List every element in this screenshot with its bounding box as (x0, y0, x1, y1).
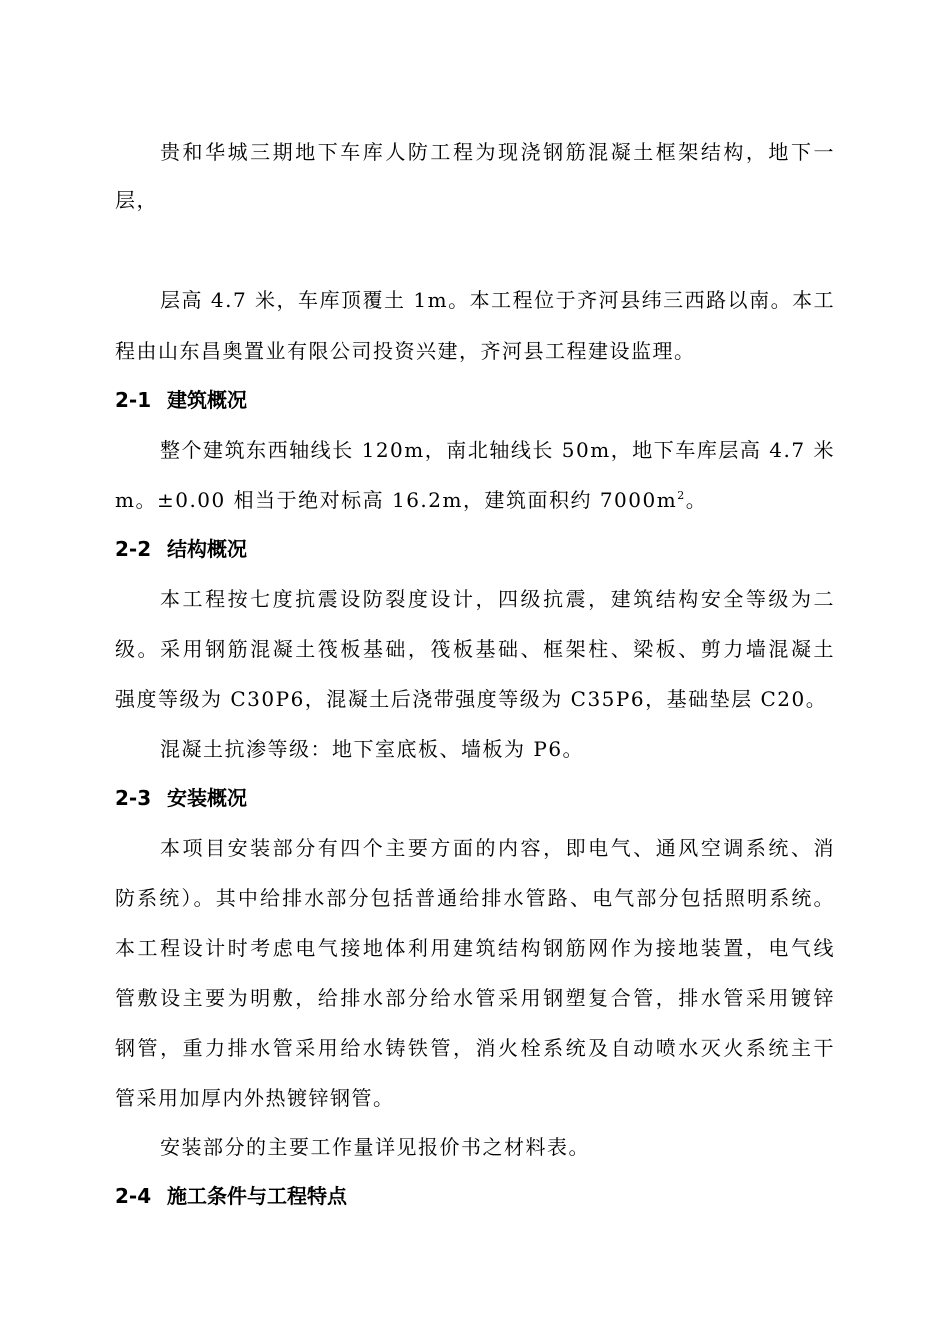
s3-line2: 防系统）。其中给排水部分包括普通给排水管路、电气部分包括照明系统。 (115, 886, 835, 910)
section-heading-2-3 (115, 784, 247, 812)
s1-line2-text: m。±0.00 相当于绝对标高 16.2m，建筑面积约 7000m (115, 488, 678, 512)
s2-line2: 级。采用钢筋混凝土筏板基础，筏板基础、框架柱、梁板、剪力墙混凝土 (115, 637, 835, 661)
s1-line2 (115, 486, 707, 514)
s3-line6: 管采用加厚内外热镀锌钢管。 (115, 1086, 395, 1110)
s3-line3: 本工程设计时考虑电气接地体利用建筑结构钢筋网作为接地装置，电气线 (115, 936, 835, 960)
s1-line2-end: 。 (685, 488, 708, 512)
s2-line3: 强度等级为 C30P6，混凝土后浇带强度等级为 C35P6，基础垫层 C20。 (115, 687, 828, 711)
section-number: 2-2 (115, 537, 152, 561)
intro-para2-line2: 程由山东昌奥置业有限公司投资兴建，齐河县工程建设监理。 (115, 339, 696, 363)
s3-line4: 管敷设主要为明敷，给排水部分给水管采用钢塑复合管，排水管采用镀锌 (115, 986, 835, 1010)
intro-para2-line1: 层高 4.7 米，车库顶覆土 1m。本工程位于齐河县纬三西路以南。本工 (160, 288, 836, 312)
s3-line5: 钢管，重力排水管采用给水铸铁管，消火栓系统及自动喷水灭火系统主干 (115, 1036, 835, 1060)
section-title: 安装概况 (167, 786, 247, 810)
s1-line1: 整个建筑东西轴线长 120m，南北轴线长 50m，地下车库层高 4.7 米 (160, 438, 835, 462)
s2-line4: 混凝土抗渗等级：地下室底板、墙板为 P6。 (160, 737, 585, 761)
s2-line1: 本工程按七度抗震设防裂度设计，四级抗震，建筑结构安全等级为二 (160, 587, 835, 611)
superscript: 2 (677, 489, 686, 502)
s3-line1: 本项目安装部分有四个主要方面的内容，即电气、通风空调系统、消 (160, 836, 835, 860)
section-title: 结构概况 (167, 537, 247, 561)
section-heading-2-4 (115, 1182, 347, 1210)
section-heading-2-1 (115, 386, 247, 414)
section-title: 建筑概况 (167, 388, 247, 412)
section-number: 2-3 (115, 786, 152, 810)
section-number: 2-4 (115, 1184, 152, 1208)
intro-para1-line1: 贵和华城三期地下车库人防工程为现浇钢筋混凝土框架结构，地下一 (160, 140, 835, 164)
section-number: 2-1 (115, 388, 152, 412)
s3-line7: 安装部分的主要工作量详见报价书之材料表。 (160, 1135, 590, 1159)
section-heading-2-2 (115, 535, 247, 563)
section-title: 施工条件与工程特点 (167, 1184, 347, 1208)
intro-para1-line2: 层， (115, 188, 158, 212)
